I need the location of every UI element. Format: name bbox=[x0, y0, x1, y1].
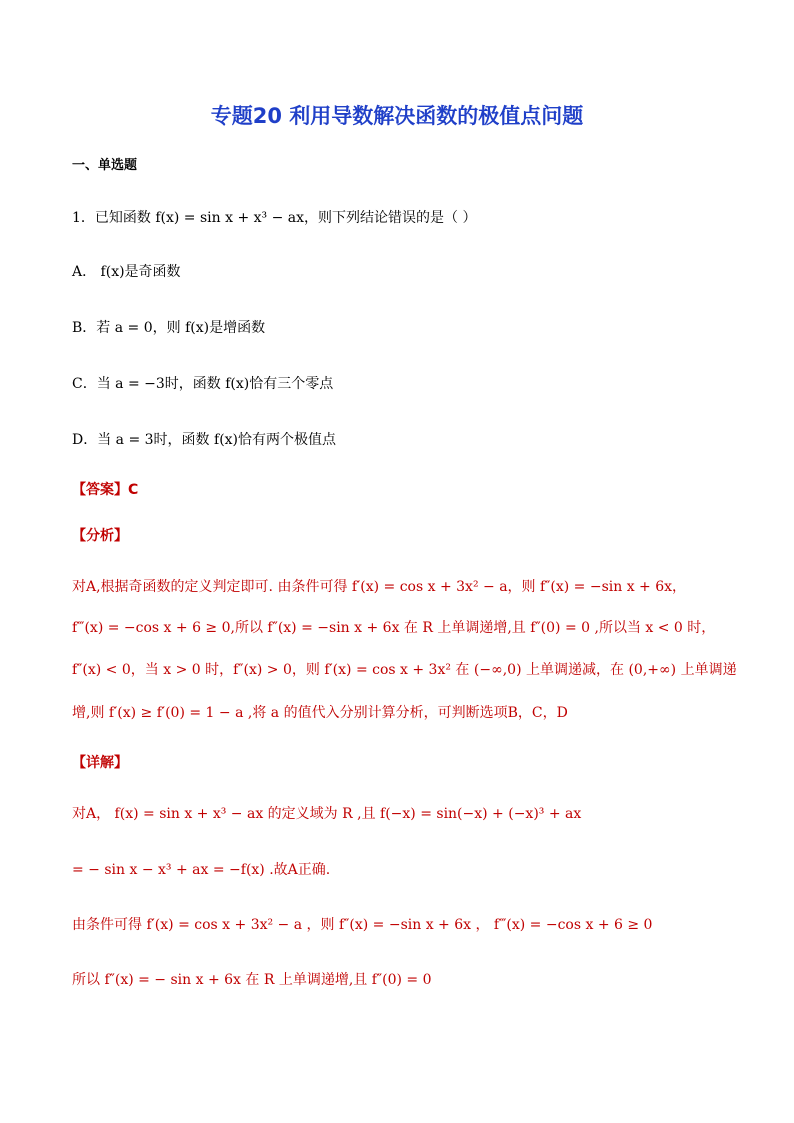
answer-row bbox=[72, 480, 138, 500]
section-heading: 一、单选题 bbox=[72, 158, 138, 173]
analysis-line-2: f‴(x) = −cos x + 6 ≥ 0,所以 f″(x) = −sin x + 6x 在 R 上单调递增,且 f″(0) = 0 ,所以当 x < 0 时， bbox=[72, 620, 716, 636]
answer-value: C bbox=[128, 482, 139, 498]
question-stem: 1．已知函数 f(x) = sin x + x³ − ax，则下列结论错误的是（ ） bbox=[72, 210, 477, 226]
option-b: B．若 a = 0，则 f(x)是增函数 bbox=[72, 320, 266, 336]
detail-line-4: 所以 f″(x) = − sin x + 6x 在 R 上单调递增,且 f″(0) = 0 bbox=[72, 972, 432, 988]
detail-line-2: = − sin x − x³ + ax = −f(x) .故A正确. bbox=[72, 862, 331, 878]
detail-label: 【详解】 bbox=[72, 755, 128, 771]
option-a: A． f(x)是奇函数 bbox=[72, 264, 181, 280]
detail-line-3: 由条件可得 f′(x) = cos x + 3x² − a ，则 f″(x) = −sin x + 6x ， f‴(x) = −cos x + 6 ≥ 0 bbox=[72, 917, 653, 933]
detail-line-1: 对A， f(x) = sin x + x³ − ax 的定义域为 R ,且 f(−x) = sin(−x) + (−x)³ + ax bbox=[72, 806, 582, 822]
page-title: 专题20 利用导数解决函数的极值点问题 bbox=[210, 104, 584, 128]
analysis-line-1: 对A,根据奇函数的定义判定即可. 由条件可得 f′(x) = cos x + 3x² − a，则 f″(x) = −sin x + 6x， bbox=[72, 579, 687, 595]
analysis-label: 【分析】 bbox=[72, 528, 128, 544]
analysis-line-4: 增,则 f′(x) ≥ f′(0) = 1 − a ,将 a 的值代入分别计算分析，可判断选项B，C，D bbox=[72, 705, 568, 721]
option-d: D．当 a = 3时，函数 f(x)恰有两个极值点 bbox=[72, 432, 337, 448]
answer-label: 【答案】 bbox=[72, 482, 128, 498]
analysis-line-3: f″(x) < 0，当 x > 0 时，f″(x) > 0，则 f′(x) = cos x + 3x² 在 (−∞,0) 上单调递减，在 (0,+∞) 上单调递 bbox=[72, 662, 737, 678]
option-c: C．当 a = −3时，函数 f(x)恰有三个零点 bbox=[72, 376, 334, 392]
